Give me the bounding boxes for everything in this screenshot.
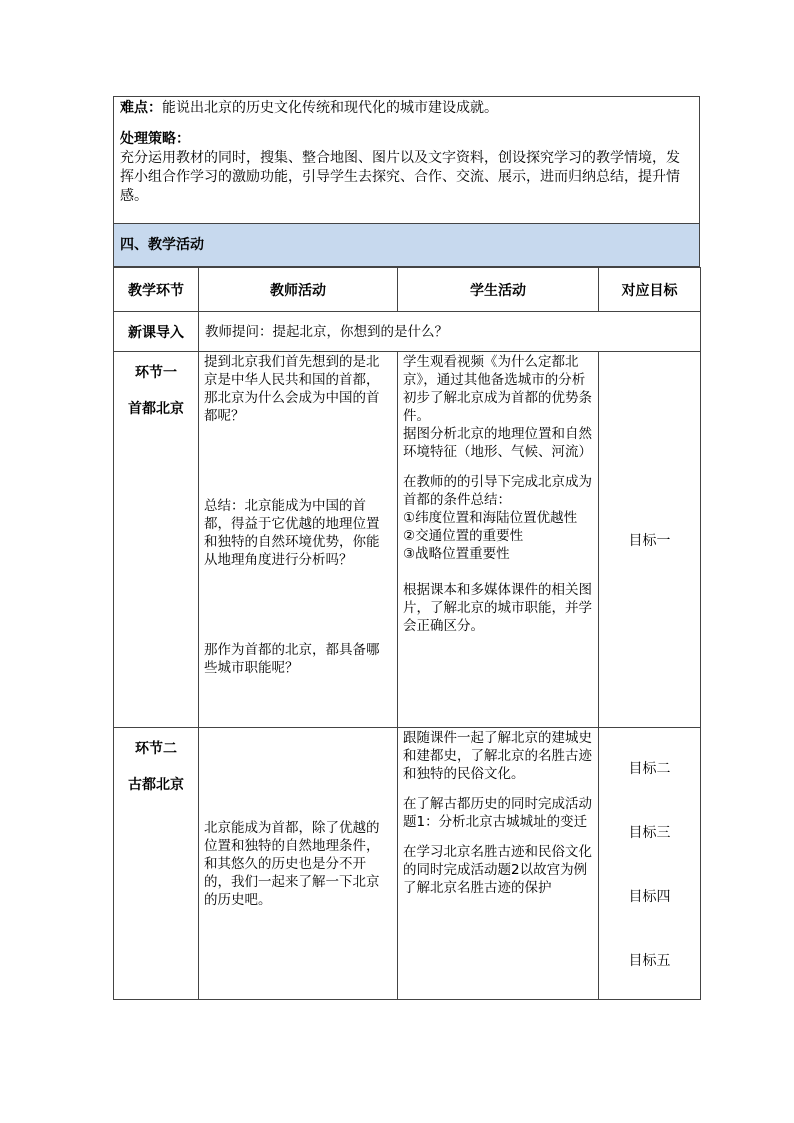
stage2-goal-2: 目标三 <box>628 825 671 841</box>
stage1-teacher-p3: 那作为首都的北京，都具备哪些城市职能呢？ <box>204 642 380 676</box>
stage1-goal: 目标一 <box>599 352 701 728</box>
header-goal: 对应目标 <box>599 268 701 312</box>
stage1-student <box>398 352 599 728</box>
stage2-student <box>398 728 599 1000</box>
stage2-goal-3: 目标四 <box>628 889 671 905</box>
stage1-student-p4: ①纬度位置和海陆位置优越性 <box>403 510 578 526</box>
header-student: 学生活动 <box>398 268 599 312</box>
difficulty-label: 难点： <box>120 100 162 116</box>
stage2-goals <box>599 728 701 1000</box>
stage1-name-line1: 环节一 <box>135 365 177 381</box>
intro-text: 教师提问：提起北京，你想到的是什么？ <box>199 312 701 352</box>
difficulty-line <box>120 99 693 118</box>
stage2-name-line1: 环节二 <box>135 741 177 757</box>
strategy-text: 充分运用教材的同时，搜集、整合地图、图片以及文字资料，创设探究学习的教学情境，发挥小组合作学习的激励功能，引导学生去探究、合作、交流、展示，进而归纳总结，提升情感。 <box>120 150 680 204</box>
stage1-teacher-p1: 提到北京我们首先想到的是北京是中华人民共和国的首都，那北京为什么会成为中国的首都呢？ <box>204 354 380 424</box>
stage2-name-line2: 古都北京 <box>128 777 184 793</box>
stage2-goal-1: 目标二 <box>628 761 671 777</box>
intro-stage: 新课导入 <box>114 312 199 352</box>
stage2-student-p3: 在学习北京名胜古迹和民俗文化的同时完成活动题2以故宫为例了解北京名胜古迹的保护 <box>403 844 592 896</box>
stage1-student-p7: 根据课本和多媒体课件的相关图片，了解北京的城市职能，并学会正确区分。 <box>403 582 592 634</box>
table-header-row <box>114 268 701 312</box>
section-title: 四、教学活动 <box>113 224 700 267</box>
stage1-student-p5: ②交通位置的重要性 <box>403 528 524 544</box>
strategy-label: 处理策略： <box>120 131 190 147</box>
lesson-plan-page <box>113 96 700 1000</box>
stage2-goal-4: 目标五 <box>628 953 671 969</box>
header-teacher: 教师活动 <box>199 268 398 312</box>
stage1-student-p2: 据图分析北京的地理位置和自然环境特征（地形、气候、河流） <box>403 426 592 460</box>
stage2-row <box>114 728 701 1000</box>
intro-row <box>114 312 701 352</box>
difficulty-strategy-block <box>113 96 700 224</box>
header-stage: 教学环节 <box>114 268 199 312</box>
stage1-row <box>114 352 701 728</box>
activity-table <box>113 267 701 1000</box>
stage1-teacher <box>199 352 398 728</box>
stage1-student-p6: ③战略位置重要性 <box>403 546 510 562</box>
stage2-name <box>114 728 199 1000</box>
stage2-teacher: 北京能成为首都，除了优越的位置和独特的自然地理条件，和其悠久的历史也是分不开的，我们一起来了解一下北京的历史吧。 <box>199 728 398 1000</box>
stage2-student-p2: 在了解古都历史的同时完成活动题1：分析北京古城城址的变迁 <box>403 796 592 830</box>
stage1-teacher-p2: 总结：北京能成为中国的首都，得益于它优越的地理位置和独特的自然环境优势，你能从地理角度进行分析吗？ <box>204 498 380 568</box>
difficulty-text: 能说出北京的历史文化传统和现代化的城市建设成就。 <box>162 100 498 116</box>
stage1-name <box>114 352 199 728</box>
stage1-student-p3: 在教师的的引导下完成北京成为首都的条件总结： <box>403 474 592 508</box>
stage1-name-line2: 首都北京 <box>128 401 184 417</box>
stage2-student-p1: 跟随课件一起了解北京的建城史和建都史，了解北京的名胜古迹和独特的民俗文化。 <box>403 730 592 782</box>
stage1-student-p1: 学生观看视频《为什么定都北京》，通过其他备选城市的分析初步了解北京成为首都的优势条件。 <box>403 354 592 424</box>
